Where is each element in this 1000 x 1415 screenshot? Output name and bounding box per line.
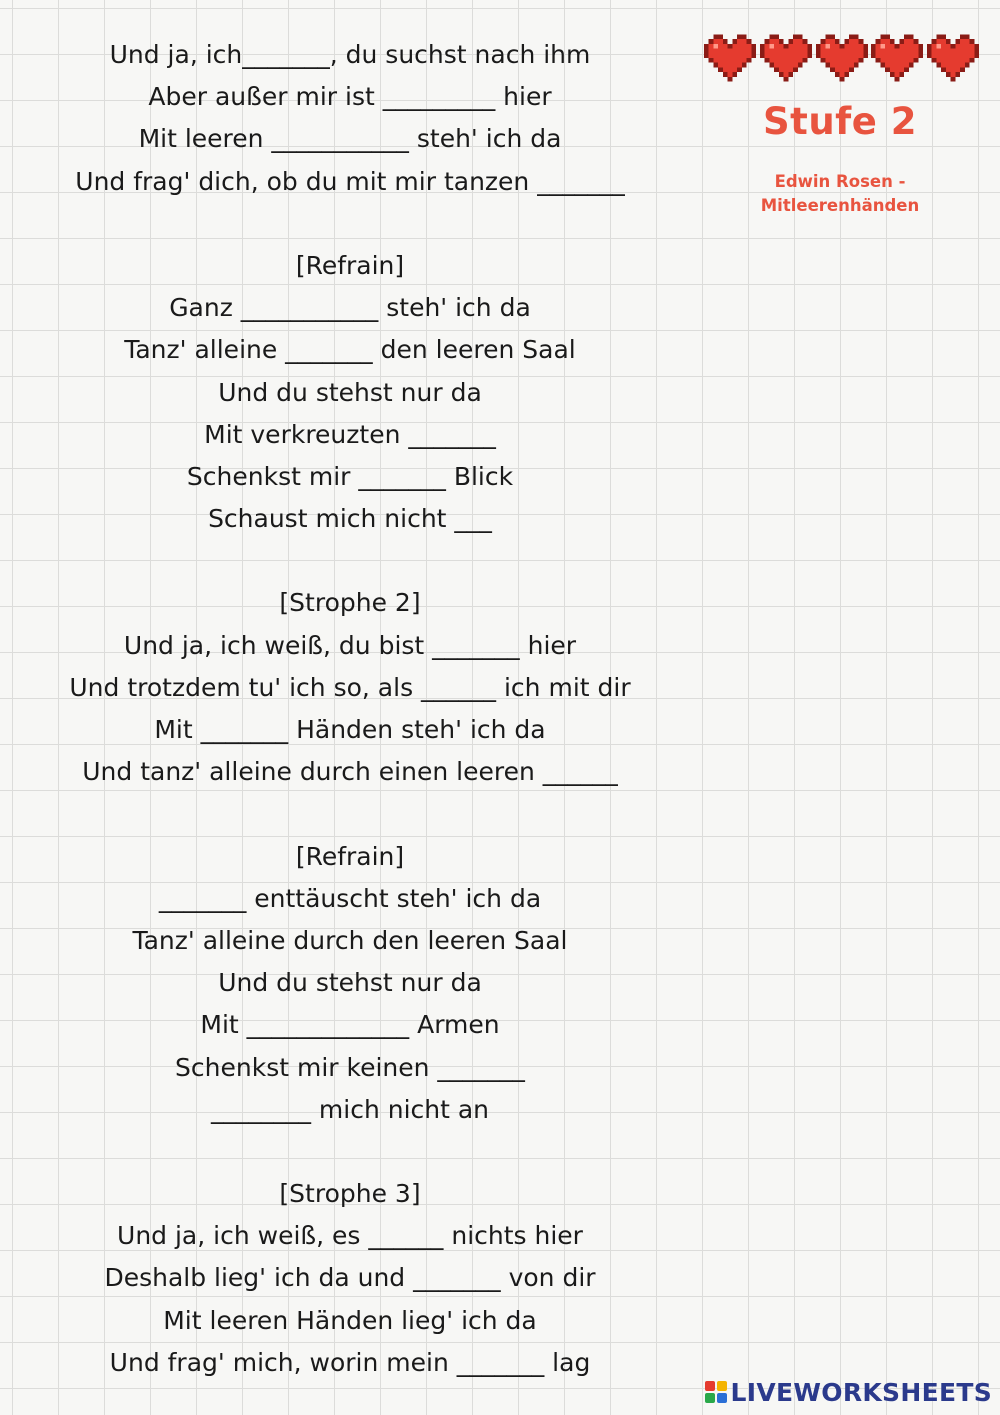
section-label: [Strophe 2] (279, 588, 421, 618)
lyric-line: Und frag' dich, ob du mit mir tanzen _______ (75, 166, 625, 196)
section-label: [Strophe 3] (279, 1179, 421, 1209)
lyric-line: Und du stehst nur da (218, 968, 482, 998)
lyric-line: Mit verkreuzten _______ (204, 419, 496, 449)
stanza-gap (0, 540, 700, 582)
lyric-line: Aber außer mir ist _________ hier (148, 82, 552, 112)
lyric-line: Und ja, ich weiß, es ______ nichts hier (117, 1221, 583, 1251)
liveworksheets-logo-icon (705, 1381, 727, 1403)
lyrics-column (0, 34, 700, 1384)
lyric-line: Mit leeren Händen lieg' ich da (163, 1305, 537, 1335)
lyric-line: Ganz ___________ steh' ich da (169, 293, 531, 323)
lyric-line: Schenkst mir _______ Blick (186, 461, 514, 491)
pixel-heart-icon (927, 34, 979, 82)
level-title: Stufe 2 (763, 100, 917, 143)
pixel-heart-icon (816, 34, 868, 82)
lyric-line: Und frag' mich, worin mein _______ lag (109, 1347, 591, 1377)
lyric-line: Mit _______ Händen steh' ich da (154, 715, 546, 744)
liveworksheets-brand[interactable] (705, 1375, 992, 1409)
stanza-gap (0, 793, 700, 835)
section-label: [Refrain] (295, 841, 405, 871)
section-label: [Refrain] (295, 250, 405, 280)
lyric-line: Und tanz' alleine durch einen leeren ______ (82, 757, 618, 787)
stanza-gap (0, 1131, 700, 1173)
lyric-line: Und trotzdem tu' ich so, als ______ ich mit dir (69, 672, 631, 702)
lyric-line: Tanz' alleine _______ den leeren Saal (124, 335, 576, 365)
lyric-line: Deshalb lieg' ich da und _______ von dir (104, 1263, 596, 1293)
stanza-gap (0, 203, 700, 245)
pixel-heart-icon (871, 34, 923, 82)
song-title (720, 170, 960, 218)
lyric-line: Mit _____________ Armen (200, 1010, 500, 1040)
lyric-line: Und ja, ich_______, du suchst nach ihm (109, 40, 591, 69)
pixel-heart-icon (704, 34, 756, 82)
pixel-heart-icon (760, 34, 812, 82)
lyric-line: Tanz' alleine durch den leeren Saal (132, 925, 568, 955)
song-artist: Edwin Rosen - (774, 172, 906, 191)
brand-name: LIVEWORKSHEETS (730, 1377, 992, 1407)
lyric-line: Mit leeren ___________ steh' ich da (138, 124, 562, 154)
lyric-line: Schenkst mir keinen _______ (175, 1052, 525, 1082)
song-name: Mitleerenhänden (760, 196, 920, 215)
lyric-line: ________ mich nicht an (210, 1094, 490, 1124)
lyric-line: _______ enttäuscht steh' ich da (158, 883, 542, 913)
lyric-line: Und du stehst nur da (218, 377, 482, 407)
hearts-row (704, 34, 979, 84)
lyric-line: Und ja, ich weiß, du bist _______ hier (123, 630, 577, 660)
lyric-line: Schaust mich nicht ___ (208, 504, 492, 534)
